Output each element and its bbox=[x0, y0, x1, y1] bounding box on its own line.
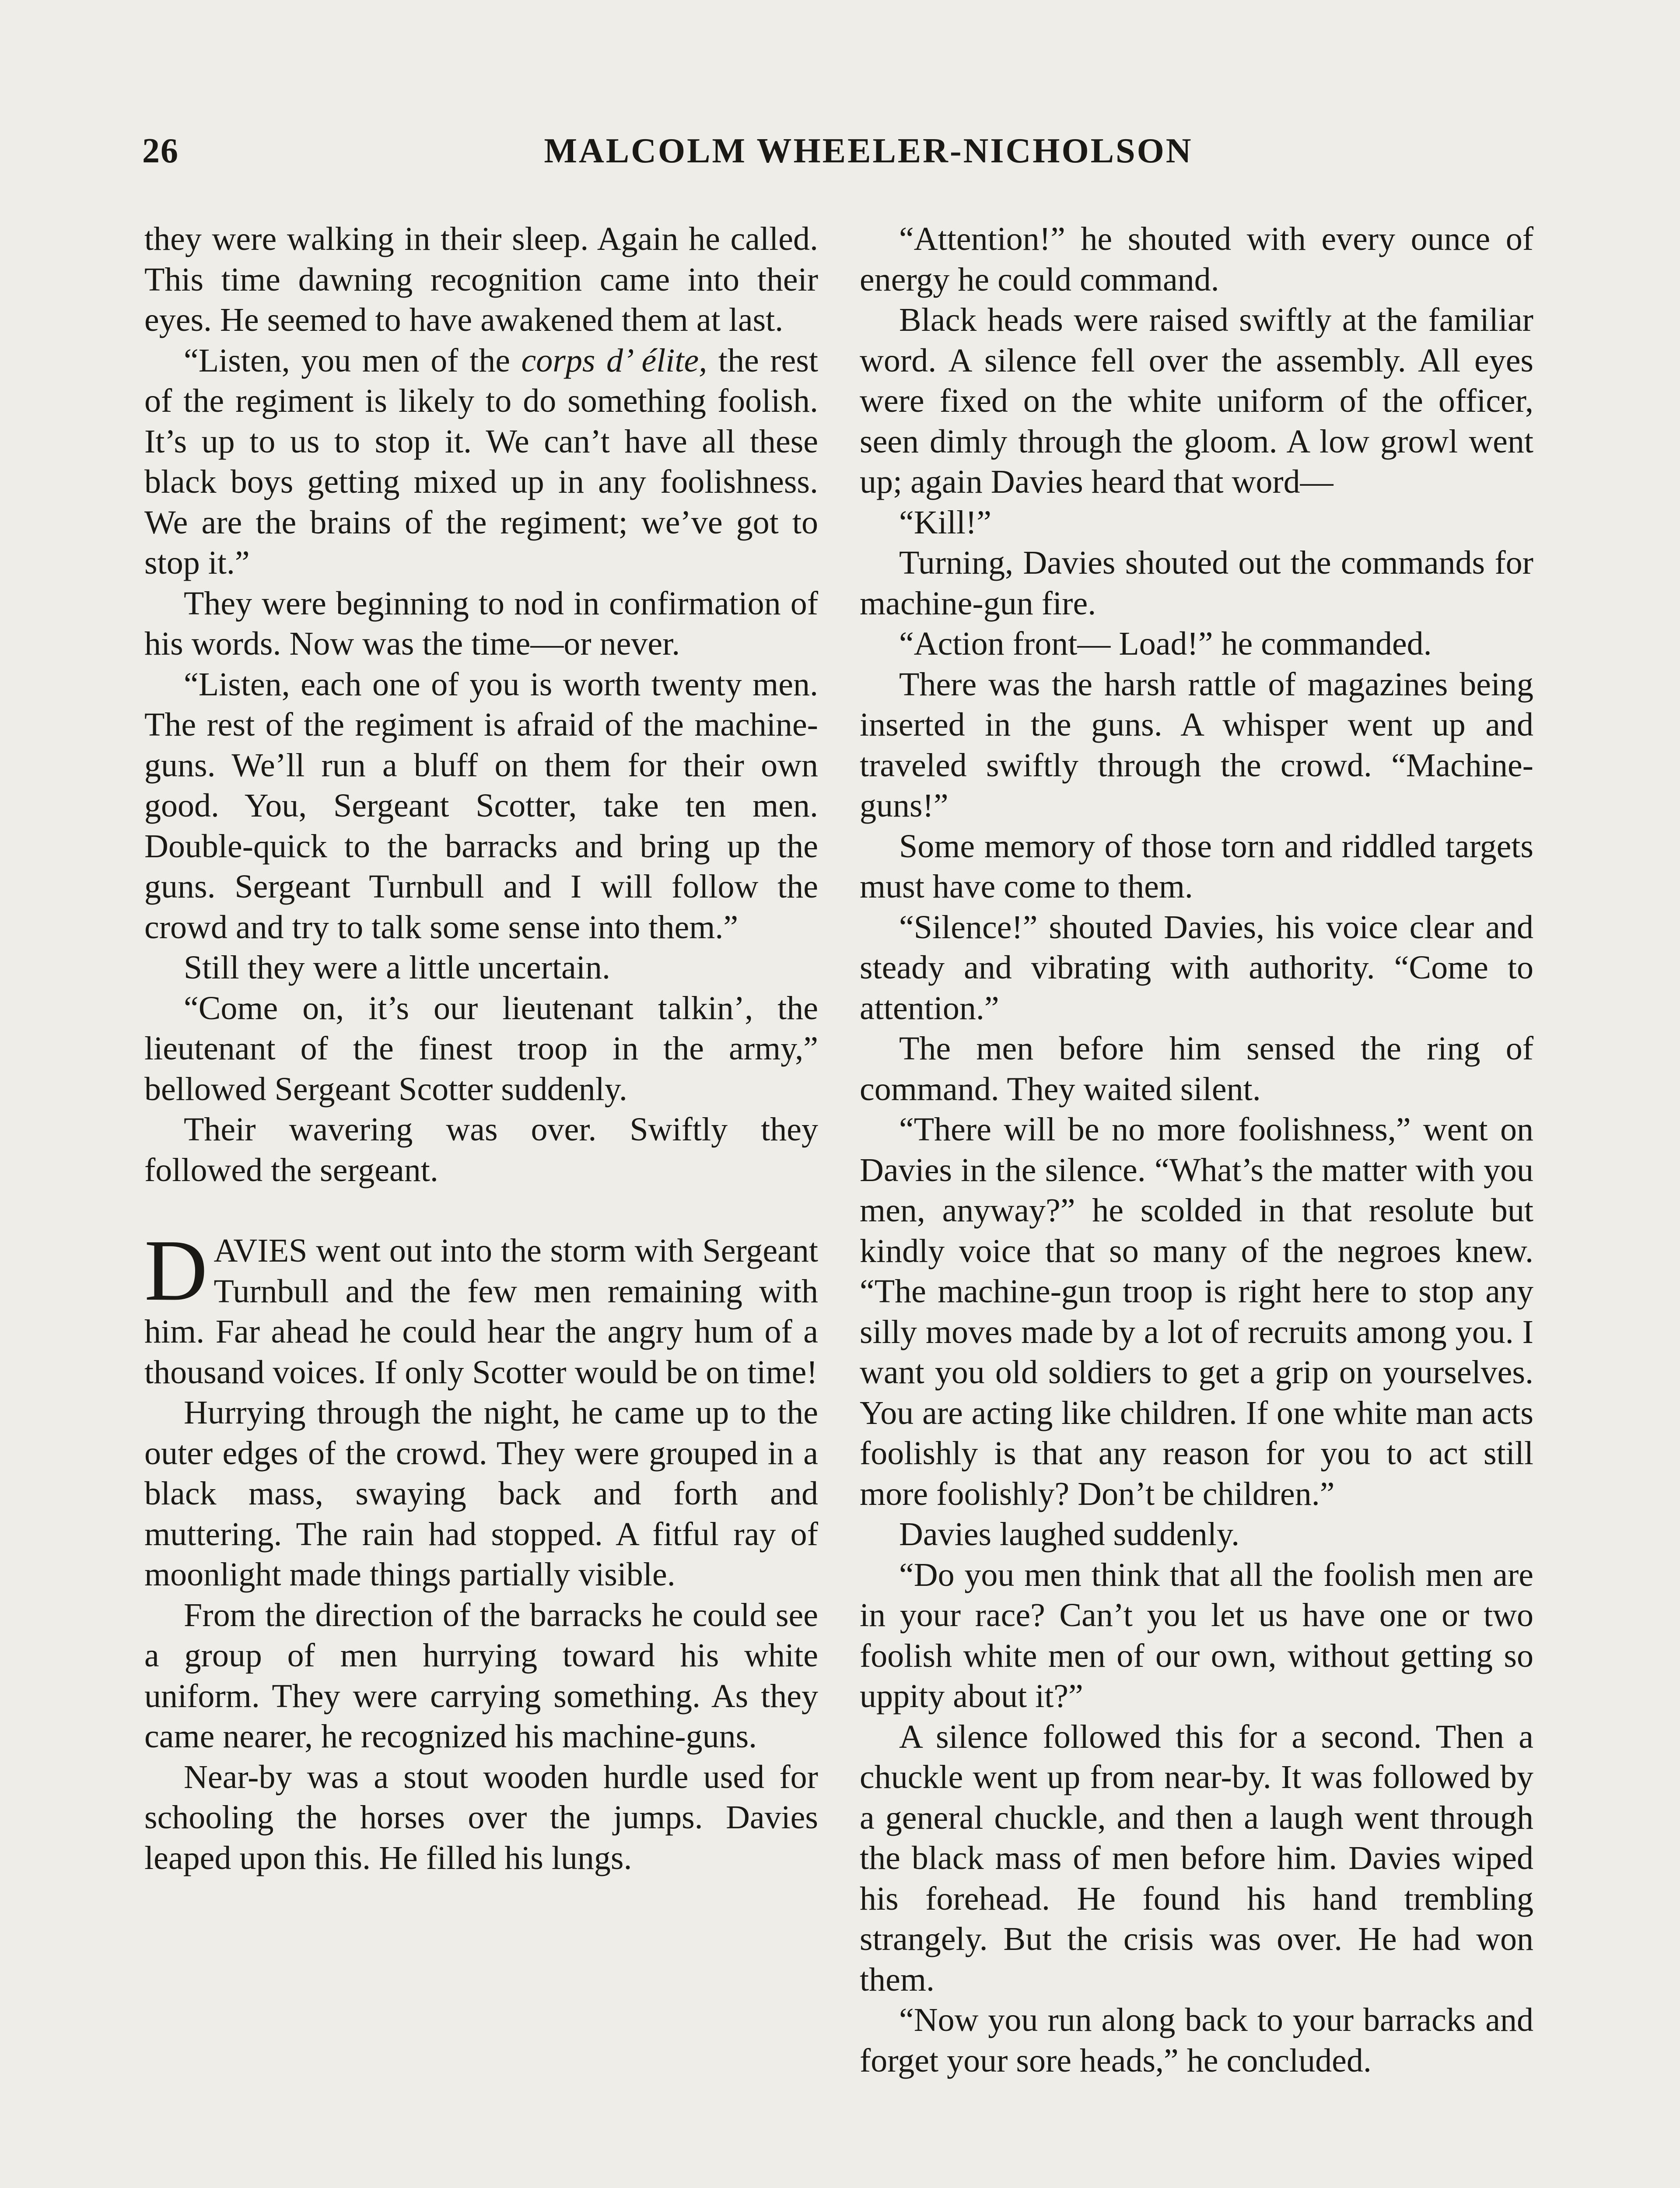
paragraph: “Kill!” bbox=[899, 504, 992, 541]
running-head: MALCOLM WHEELER-NICHOLSON bbox=[544, 132, 1193, 170]
paragraph: Davies laughed suddenly. bbox=[899, 1516, 1240, 1553]
italic-phrase: corps d’ élite, bbox=[521, 342, 707, 379]
page-number: 26 bbox=[142, 132, 179, 170]
paragraph: “Do you men think that all the foolish men are in your race? Can’t you let us have one or two foolish white men of our own, without getting so uppity about it?” bbox=[860, 1556, 1533, 1715]
paragraph: Their wavering was over. Swiftly they followed the sergeant. bbox=[144, 1111, 818, 1189]
paragraph: They were beginning to nod in confirmation of his words. Now was the time—or never. bbox=[144, 585, 818, 662]
paragraph: Turning, Davies shouted out the commands for machine-gun fire. bbox=[860, 544, 1533, 622]
paragraph: “Now you run along back to your barracks and forget your sore heads,” he concluded. bbox=[860, 2002, 1533, 2079]
paragraph-text: went out into the storm with Sergeant Turnbull and the few men remaining with him. Far ahead he could hear the angry hum of a thousand voices. If only Scotter would be on time! bbox=[144, 1232, 818, 1391]
paragraph: “There will be no more foolishness,” went on Davies in the silence. “What’s the matter with you men, anyway?” he scolded in that resolute but kindly voice that so many of the negroes knew. “The machine-gun troop is right here to stop any silly moves made by a lot of recruits among you. I want you old soldiers to get a grip on yourselves. You are acting like children. If one white man acts foolishly is that any reason for you to act still more foolishly? Don’t be children.” bbox=[860, 1111, 1533, 1512]
paragraph: Hurrying through the night, he came up to the outer edges of the crowd. They were grouped in a black mass, swaying back and forth and muttering. The rain had stopped. A fitful ray of moonlight made things partially visible. bbox=[144, 1394, 818, 1593]
paragraph: Black heads were raised swiftly at the familiar word. A silence fell over the assembly. All eyes were fixed on the white uniform of the officer, seen dimly through the gloom. A low growl went up; again Davies heard that word— bbox=[860, 302, 1533, 500]
right-column bbox=[860, 219, 1533, 2081]
left-column bbox=[144, 219, 818, 1878]
paragraph: “Silence!” shouted Davies, his voice clear and steady and vibrating with authority. “Come to attention.” bbox=[860, 908, 1533, 1027]
paragraph: “Action front— Load!” he commanded. bbox=[899, 625, 1432, 662]
paragraph bbox=[144, 340, 818, 583]
paragraph: Still they were a little uncertain. bbox=[184, 949, 611, 986]
paragraph: Near-by was a stout wooden hurdle used for schooling the horses over the jumps. Davies leaped upon this. He filled his lungs. bbox=[144, 1758, 818, 1876]
small-caps-word: AVIES bbox=[214, 1232, 308, 1269]
paragraph: From the direction of the barracks he could see a group of men hurrying toward his white uniform. They were carrying something. As they came nearer, he recognized his machine-guns. bbox=[144, 1596, 818, 1755]
section-opening-paragraph bbox=[144, 1222, 818, 1392]
drop-cap: D bbox=[144, 1222, 208, 1319]
paragraph: “Attention!” he shouted with every ounce of energy he could command. bbox=[860, 221, 1533, 298]
paragraph-text: “Listen, you men of the bbox=[184, 342, 522, 379]
paragraph: A silence followed this for a second. Then a chuckle went up from near-by. It was followed by a general chuckle, and then a laugh went through the black mass of men before him. Davies wiped his forehead. He found his hand trembling strangely. But the crisis was over. He had won them. bbox=[860, 1718, 1533, 1998]
paragraph: “Listen, each one of you is worth twenty men. The rest of the regiment is afraid of the machine-guns. We’ll run a bluff on them for their own good. You, Sergeant Scotter, take ten men. Double-quick to the barracks and bring up the guns. Sergeant Turnbull and I will follow the crowd and try to talk some sense into them.” bbox=[144, 666, 818, 946]
paragraph: There was the harsh rattle of magazines being inserted in the guns. A whisper went up and traveled swiftly through the crowd. “Machine-guns!” bbox=[860, 666, 1533, 824]
paragraph: The men before him sensed the ring of command. They waited silent. bbox=[860, 1030, 1533, 1108]
paragraph: Some memory of those torn and riddled targets must have come to them. bbox=[860, 828, 1533, 905]
paragraph-text: the rest of the regiment is likely to do something foolish. It’s up to us to stop it. We can’t have all these black boys getting mixed up in any foolishness. We are the brains of the regiment; we’ve got to stop it.” bbox=[144, 342, 818, 581]
paragraph: they were walking in their sleep. Again he called. This time dawning recognition came into their eyes. He seemed to have awakened them at last. bbox=[144, 221, 818, 338]
paragraph: “Come on, it’s our lieutenant talkin’, the lieutenant of the finest troop in the army,” bellowed Sergeant Scotter suddenly. bbox=[144, 989, 818, 1108]
